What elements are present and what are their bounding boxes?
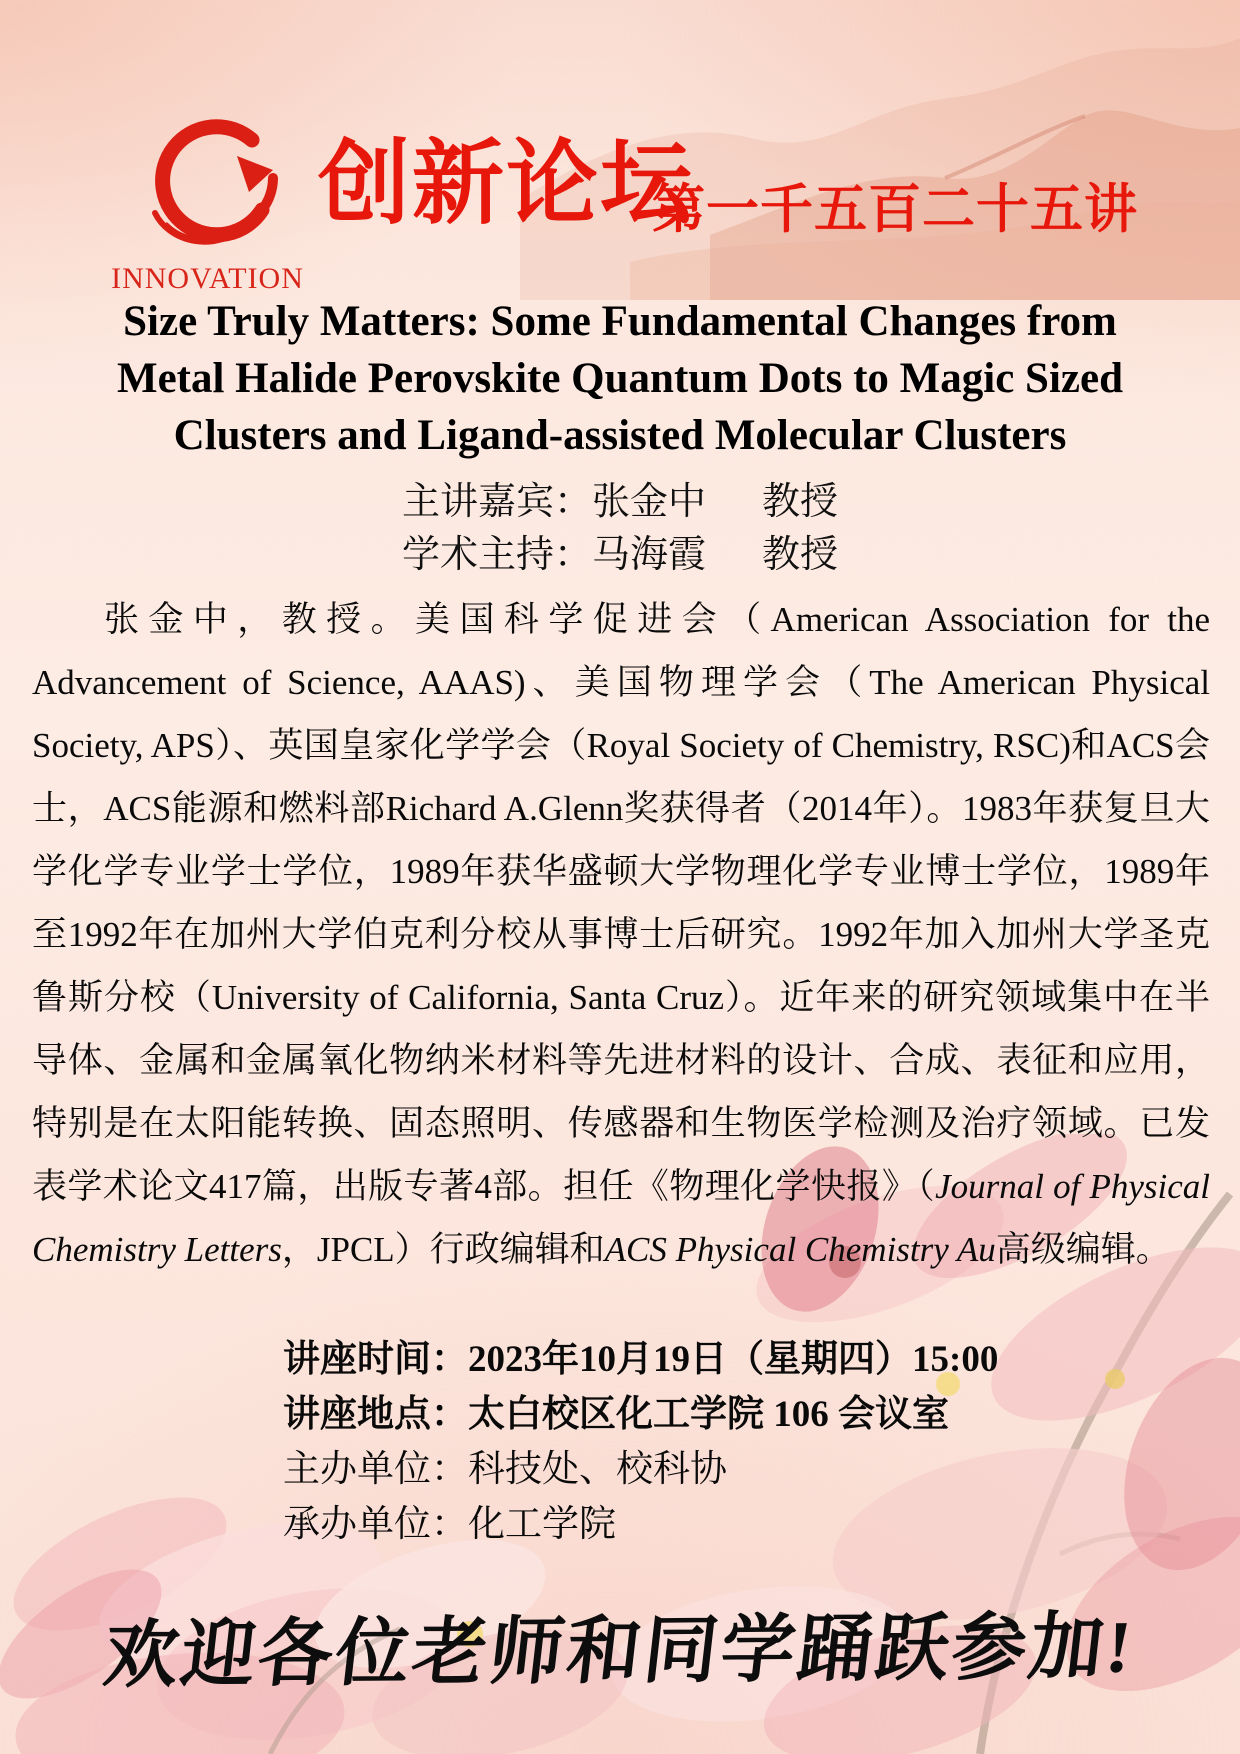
detail-value: 太白校区化工学院 106 会议室 (468, 1394, 949, 1435)
detail-row-undertaker (283, 1497, 998, 1552)
bio-segment: ，JPCL）行政编辑和 (281, 1230, 605, 1269)
speaker-label: 主讲嘉宾： (401, 481, 592, 523)
logo-block (100, 118, 315, 296)
detail-label: 讲座地点： (283, 1394, 468, 1435)
host-row (0, 529, 1240, 582)
detail-row-organizer (283, 1442, 998, 1497)
logo-wordmark: INNOVATION (111, 262, 304, 295)
speaker-name: 张金中 (591, 481, 706, 523)
lecture-number: 第一千五百二十五讲 (652, 180, 1138, 239)
lecture-title-line: Metal Halide Perovskite Quantum Dots to Magic Sized (116, 355, 1123, 402)
host-name: 马海霞 (591, 534, 706, 576)
bio-paragraph (32, 588, 1210, 1281)
bio-segment-journal-italic: ACS Physical Chemistry Au (604, 1230, 996, 1269)
host-label: 学术主持： (401, 534, 592, 576)
lecture-title (0, 293, 1240, 464)
speaker-row (0, 476, 1240, 529)
bio-segment: 高级编辑。 (995, 1230, 1171, 1269)
detail-label: 主办单位： (283, 1449, 468, 1490)
welcome-calligraphy: 欢迎各位老师和同学踊跃参加! (99, 1606, 1139, 1698)
detail-label: 承办单位： (283, 1504, 468, 1545)
detail-row-time (283, 1332, 998, 1387)
speakers-block (0, 476, 1240, 582)
innovation-logo-icon (125, 118, 291, 260)
detail-label: 讲座时间： (283, 1339, 468, 1380)
detail-value: 2023年10月19日（星期四）15:00 (468, 1339, 999, 1380)
forum-title: 创新论坛 (318, 133, 695, 235)
detail-value: 科技处、校科协 (468, 1449, 727, 1490)
lecture-details (283, 1332, 998, 1552)
detail-row-place (283, 1387, 998, 1442)
bio-segment: 张金中，教授。美国科学促进会（American Association for the Advancement of Science, AAAS)、美国物理学会（The American Physical Society, APS）、英国皇家化学学会（Royal Society of Chemistry, RSC)和ACS会士，ACS能源和燃料部Richard A.Glenn奖获得者（2014年）。1983年获复旦大学化学专业学士学位，1989年获华盛顿大学物理化学专业博士学位，1989年至1992年在加州大学伯克利分校从事博士后研究。1992年加入加州大学圣克鲁斯分校（University of California, Santa Cruz）。近年来的研究领域集中在半导体、金属和金属氧化物纳米材料等先进材料的设计、合成、表征和应用，特别是在太阳能转换、固态照明、传感器和生物医学检测及治疗领域。已发表学术论文417篇，出版专著4部。担任《物理化学快报》（ (32, 600, 1210, 1206)
detail-value: 化工学院 (468, 1504, 616, 1545)
lecture-title-line: Size Truly Matters: Some Fundamental Changes from (123, 298, 1117, 345)
speaker-title: 教授 (762, 481, 839, 523)
host-title: 教授 (762, 534, 839, 576)
bio-segment-journal-italic: Journal of Physical Chemistry Letters (32, 1167, 1210, 1269)
lecture-title-line: Clusters and Ligand-assisted Molecular Clusters (173, 412, 1067, 459)
